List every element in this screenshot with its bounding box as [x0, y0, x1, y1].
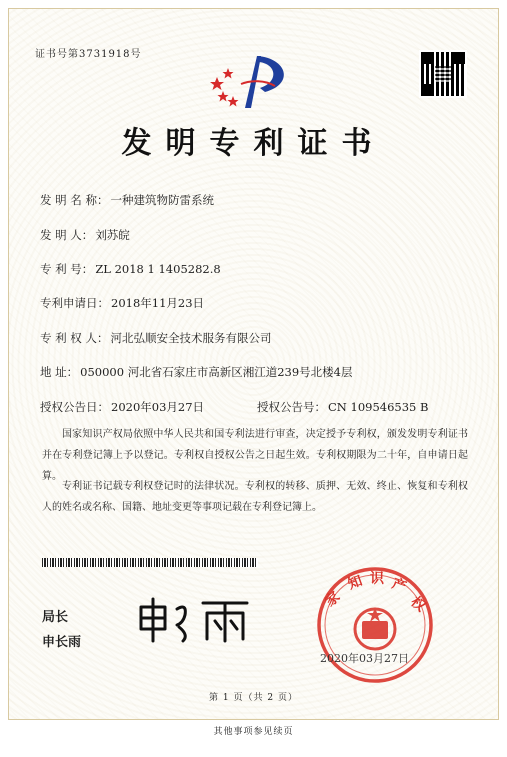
handwritten-signature-icon [135, 595, 255, 645]
barcode-icon [42, 558, 258, 567]
patentee-label: 专 利 权 人： [40, 331, 109, 345]
svg-text:知: 知 [345, 572, 365, 593]
star-icon [210, 77, 224, 90]
field-grant-number [257, 399, 428, 415]
field-filing-date [40, 295, 204, 311]
field-inventor [40, 227, 130, 243]
qr-code-icon [421, 52, 465, 96]
inventor-value: 刘苏皖 [95, 228, 130, 242]
page-indicator: 第 1 页（共 2 页） [209, 693, 298, 703]
footer-note: 其他事项参见续页 [213, 727, 294, 737]
field-address [40, 364, 352, 380]
filing-date-value: 2018年11月23日 [111, 296, 205, 310]
official-seal-icon [310, 565, 440, 685]
address-label: 地 址： [40, 365, 79, 379]
seal-date: 2020年03月27日 [320, 652, 409, 665]
inventor-label: 发 明 人： [40, 228, 94, 242]
field-patentee [40, 330, 271, 346]
invention-name-value: 一种建筑物防雷系统 [110, 193, 214, 207]
star-icon [218, 91, 229, 102]
certificate-number: 证书号第3731918号 [35, 49, 142, 60]
field-patent-number [40, 261, 221, 277]
filing-date-label: 专利申请日： [40, 296, 109, 310]
grant-date-value: 2020年03月27日 [111, 400, 205, 414]
svg-text:权: 权 [407, 593, 429, 616]
grant-number-label: 授权公告号： [257, 400, 326, 414]
patent-number-label: 专 利 号： [40, 262, 94, 276]
svg-text:家: 家 [322, 588, 344, 611]
director-name: 申长雨 [42, 635, 82, 650]
cnipa-logo-icon [205, 50, 300, 115]
field-grant-date [40, 399, 204, 415]
grant-date-label: 授权公告日： [40, 400, 109, 414]
field-invention-name [40, 192, 214, 208]
grant-number-value: CN 109546535 B [328, 400, 429, 414]
invention-name-label: 发 明 名 称： [40, 193, 109, 207]
patentee-value: 河北弘顺安全技术服务有限公司 [110, 331, 272, 345]
star-icon [228, 96, 239, 107]
director-title: 局长 [42, 610, 69, 625]
notice-paragraph-1: 国家知识产权局依照中华人民共和国专利法进行审查，决定授予专利权，颁发发明专利证书并在专利登记簿上予以登记。专利权自授权公告之日起生效。专利权期限为二十年，自申请日起算。 [42, 429, 468, 482]
certificate-title: 发明专利证书 [121, 126, 386, 161]
star-icon [223, 68, 234, 79]
address-value: 050000 河北省石家庄市高新区湘江道239号北楼4层 [80, 365, 353, 379]
svg-text:识: 识 [370, 571, 384, 587]
svg-text:产: 产 [389, 575, 409, 596]
patent-number-value: ZL 2018 1 1405282.8 [95, 262, 221, 276]
notice-paragraph-2: 专利证书记载专利权登记时的法律状况。专利权的转移、质押、无效、终止、恢复和专利权人的姓名或名称、国籍、地址变更等事项记载在专利登记簿上。 [42, 481, 468, 513]
